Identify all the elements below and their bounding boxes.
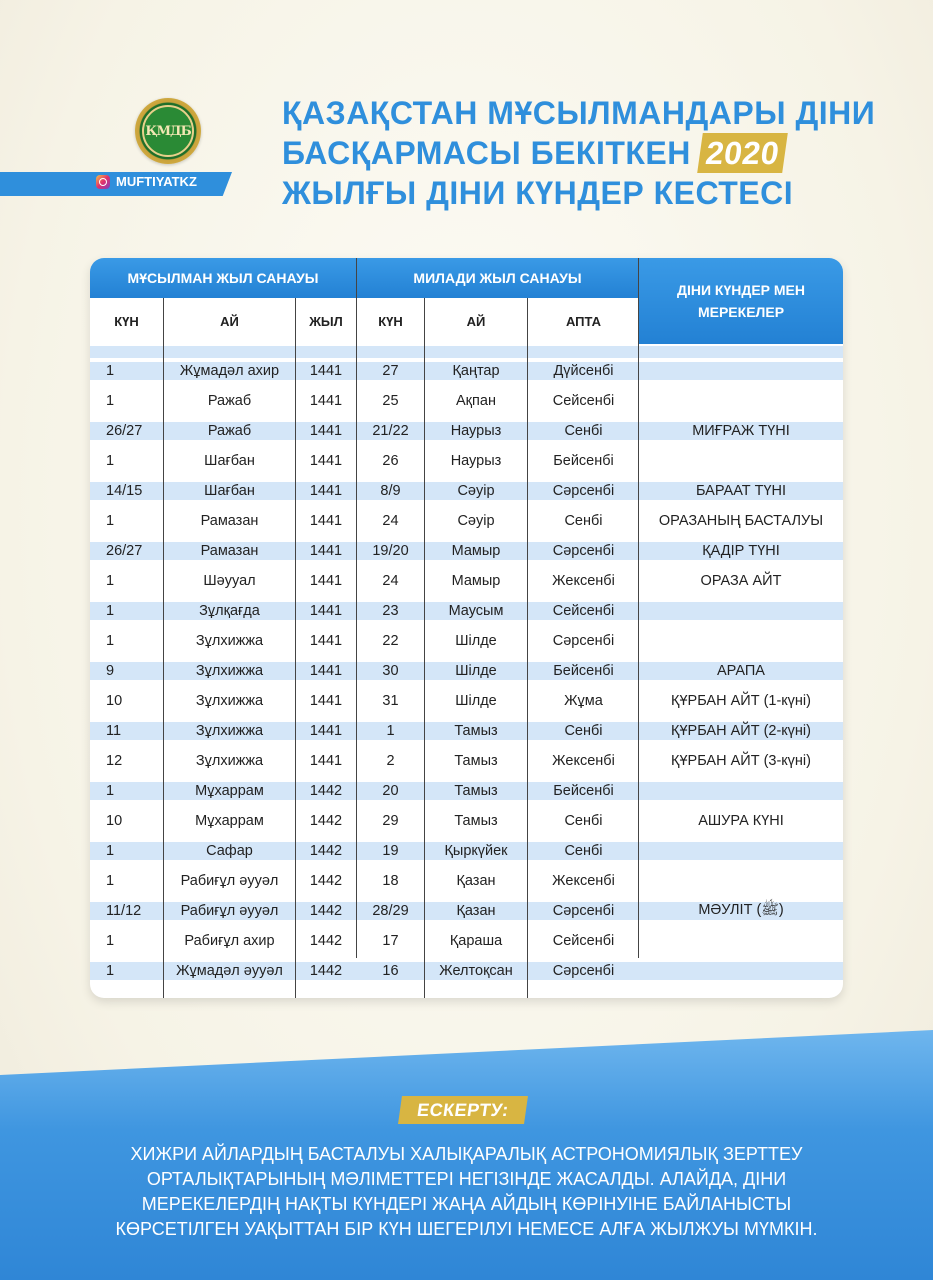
cell-weekday: Жұма <box>564 693 603 709</box>
cell-hijri-month: Рабиғұл ахир <box>184 933 275 949</box>
header-gregorian: МИЛАДИ ЖЫЛ САНАУЫ <box>357 258 638 298</box>
cell-hijri-year: 1442 <box>309 933 343 949</box>
cell-hijri-year: 1441 <box>309 423 343 439</box>
cell-greg-day: 2 <box>386 753 395 769</box>
cell-hijri-month: Сафар <box>206 843 253 859</box>
cell-weekday: Бейсенбі <box>553 663 614 679</box>
cell-greg-month: Шілде <box>455 663 497 679</box>
cell-hijri-year: 1442 <box>309 963 343 979</box>
cell-weekday: Сәрсенбі <box>552 963 615 979</box>
cell-greg-day: 28/29 <box>372 903 409 919</box>
cell-religious-day <box>639 596 843 626</box>
cell-greg-month: Шілде <box>455 633 497 649</box>
cell-hijri-day: 1 <box>106 603 115 619</box>
col-divider <box>638 258 639 958</box>
cell-greg-month: Қаңтар <box>452 363 500 379</box>
table-row <box>90 596 843 626</box>
cell-greg-month: Қыркүйек <box>444 843 508 859</box>
cell-religious-day: АРАПА <box>717 663 765 679</box>
table-row <box>90 506 843 536</box>
cell-religious-day <box>639 626 843 656</box>
table-row <box>90 956 843 986</box>
cell-hijri-month: Зұлхижжа <box>195 723 264 739</box>
cell-religious-day <box>639 356 843 386</box>
cell-greg-month: Желтоқсан <box>439 963 513 979</box>
cell-greg-day: 21/22 <box>372 423 409 439</box>
table-row <box>90 926 843 956</box>
cell-hijri-year: 1441 <box>309 393 343 409</box>
cell-weekday: Сәрсенбі <box>552 633 615 649</box>
cell-hijri-month: Зұлхижжа <box>195 693 264 709</box>
cell-greg-day: 23 <box>382 603 399 619</box>
cell-hijri-year: 1441 <box>309 663 343 679</box>
cell-greg-day: 31 <box>382 693 399 709</box>
instagram-icon <box>96 175 110 189</box>
cell-greg-month: Сәуір <box>457 513 495 529</box>
cell-weekday: Сәрсенбі <box>552 903 615 919</box>
col-hijri-month: АЙ <box>220 313 239 329</box>
header-hijri: МҰСЫЛМАН ЖЫЛ САНАУЫ <box>90 258 356 298</box>
cell-hijri-month: Зұлхижжа <box>195 753 264 769</box>
note-label: ЕСКЕРТУ: <box>398 1096 528 1124</box>
cell-hijri-year: 1441 <box>309 723 343 739</box>
col-greg-day: КҮН <box>378 313 403 329</box>
note-text: ХИЖРИ АЙЛАРДЫҢ БАСТАЛУЫ ХАЛЫҚАРАЛЫҚ АСТРОНОМИЯЛЫҚ ЗЕРТТЕУ ОРТАЛЫҚТАРЫНЫҢ МӘЛІМЕТТЕРІ НЕГІЗІНДЕ ЖАСАЛДЫ. АЛАЙДА, ДІНИ МЕРЕКЕЛЕРДІҢ НАҚТЫ КҮНДЕРІ ЖАҢА АЙДЫҢ КӨРІНУІНЕ БАЙЛАНЫСТЫ КӨРСЕТІЛГЕН УАҚЫТТАН БІР КҮН ШЕГЕРІЛУІ НЕМЕСЕ АЛҒА ЖЫЛЖУЫ МҮМКІН. <box>115 1144 818 1239</box>
col-divider <box>424 298 425 998</box>
cell-hijri-month: Жұмадәл әууәл <box>176 963 283 979</box>
cell-hijri-month: Зұлқағда <box>199 603 260 619</box>
table-row <box>90 716 843 746</box>
col-hijri-day: КҮН <box>114 313 139 329</box>
table-row <box>90 536 843 566</box>
cell-greg-month: Наурыз <box>450 423 502 439</box>
cell-hijri-day: 1 <box>106 393 115 409</box>
cell-hijri-year: 1441 <box>309 513 343 529</box>
table-row <box>90 446 843 476</box>
column-headers <box>90 298 639 344</box>
table-row <box>90 356 843 386</box>
cell-greg-day: 8/9 <box>380 483 401 499</box>
cell-hijri-year: 1442 <box>309 873 343 889</box>
cell-hijri-year: 1442 <box>309 783 343 799</box>
cell-hijri-year: 1442 <box>309 903 343 919</box>
cell-greg-day: 17 <box>382 933 399 949</box>
cell-religious-day <box>639 866 843 896</box>
cell-weekday: Сейсенбі <box>552 393 615 409</box>
cell-hijri-day: 1 <box>106 573 115 589</box>
cell-greg-month: Тамыз <box>454 753 498 769</box>
cell-religious-day: ҚАДІР ТҮНІ <box>702 543 780 559</box>
table-row <box>90 416 843 446</box>
cell-hijri-day: 26/27 <box>106 423 143 439</box>
cell-religious-day: МӘУЛІТ (ﷺ) <box>698 901 784 918</box>
cell-weekday: Жексенбі <box>552 753 615 769</box>
muftiyat-logo <box>135 98 201 164</box>
cell-weekday: Бейсенбі <box>553 783 614 799</box>
cell-hijri-day: 10 <box>106 813 123 829</box>
cell-hijri-day: 10 <box>106 693 123 709</box>
cell-hijri-year: 1441 <box>309 453 343 469</box>
cell-hijri-month: Мұхаррам <box>195 783 264 799</box>
title-part1: ҚАЗАҚСТАН МҰСЫЛМАНДАРЫ ДІНИ БАСҚАРМАСЫ БЕКІТКЕН <box>282 95 876 171</box>
cell-hijri-year: 1441 <box>309 483 343 499</box>
cell-hijri-month: Зұлхижжа <box>195 663 264 679</box>
cell-hijri-day: 1 <box>106 633 115 649</box>
cell-weekday: Сенбі <box>564 423 603 439</box>
cell-weekday: Сәрсенбі <box>552 543 615 559</box>
cell-weekday: Сейсенбі <box>552 933 615 949</box>
cell-hijri-year: 1442 <box>309 813 343 829</box>
religious-days-table <box>90 258 843 998</box>
cell-greg-day: 20 <box>382 783 399 799</box>
header-religious-text: ДІНИ КҮНДЕР МЕН МЕРЕКЕЛЕР <box>676 282 806 320</box>
instagram-handle-text: MUFTIYATKZ <box>116 174 197 189</box>
cell-hijri-day: 9 <box>106 663 115 679</box>
cell-hijri-day: 14/15 <box>106 483 143 499</box>
cell-greg-day: 30 <box>382 663 399 679</box>
cell-hijri-month: Зұлхижжа <box>195 633 264 649</box>
instagram-handle[interactable] <box>96 174 197 189</box>
col-divider <box>295 298 296 998</box>
cell-greg-day: 19/20 <box>372 543 409 559</box>
table-row <box>90 386 843 416</box>
cell-hijri-month: Шағбан <box>204 483 255 499</box>
cell-hijri-day: 11 <box>106 723 122 739</box>
cell-weekday: Сәрсенбі <box>552 483 615 499</box>
col-weekday: АПТА <box>565 313 602 329</box>
cell-hijri-day: 11/12 <box>106 903 142 919</box>
col-hijri-year: ЖЫЛ <box>309 313 343 329</box>
cell-hijri-month: Шағбан <box>204 453 255 469</box>
cell-greg-month: Тамыз <box>454 813 498 829</box>
cell-hijri-month: Мұхаррам <box>195 813 264 829</box>
table-row <box>90 746 843 776</box>
cell-hijri-month: Ражаб <box>207 423 252 439</box>
cell-hijri-month: Шәууал <box>203 573 256 589</box>
cell-weekday: Дүйсенбі <box>553 363 614 379</box>
cell-hijri-year: 1441 <box>309 363 343 379</box>
table-row <box>90 476 843 506</box>
cell-hijri-day: 1 <box>106 783 115 799</box>
cell-religious-day: ҚҰРБАН АЙТ (1-күні) <box>671 693 811 709</box>
cell-religious-day: ОРАЗАНЫҢ БАСТАЛУЫ <box>658 513 824 529</box>
cell-hijri-year: 1441 <box>309 573 343 589</box>
cell-weekday: Сенбі <box>564 513 603 529</box>
cell-greg-month: Тамыз <box>454 723 498 739</box>
title-year: 2020 <box>697 133 788 173</box>
table-row <box>90 566 843 596</box>
cell-religious-day: ОРАЗА АЙТ <box>700 573 782 589</box>
cell-weekday: Жексенбі <box>552 873 615 889</box>
cell-greg-month: Маусым <box>448 603 504 619</box>
table-row <box>90 806 843 836</box>
cell-hijri-year: 1441 <box>309 693 343 709</box>
cell-hijri-day: 1 <box>106 843 115 859</box>
cell-religious-day <box>639 386 843 416</box>
table-row <box>90 896 843 926</box>
cell-greg-day: 24 <box>382 513 399 529</box>
cell-hijri-day: 1 <box>106 933 115 949</box>
cell-hijri-month: Жұмадәл ахир <box>179 363 280 379</box>
cell-hijri-year: 1441 <box>309 633 343 649</box>
logo-emblem: ҚМДБ <box>142 105 194 157</box>
cell-greg-day: 25 <box>382 393 399 409</box>
cell-weekday: Сенбі <box>564 813 603 829</box>
cell-weekday: Сейсенбі <box>552 603 615 619</box>
cell-hijri-day: 1 <box>106 453 115 469</box>
cell-hijri-month: Рамазан <box>200 543 259 559</box>
cell-religious-day <box>639 926 843 956</box>
cell-hijri-year: 1441 <box>309 603 343 619</box>
cell-hijri-day: 12 <box>106 753 123 769</box>
cell-religious-day: АШУРА КҮНІ <box>698 813 784 829</box>
table-row <box>90 776 843 806</box>
cell-religious-day <box>639 956 843 986</box>
cell-greg-month: Ақпан <box>456 393 496 409</box>
cell-religious-day: ҚҰРБАН АЙТ (2-күні) <box>671 723 811 739</box>
cell-religious-day: МИҒРАЖ ТҮНІ <box>692 423 790 439</box>
col-divider <box>163 298 164 998</box>
cell-greg-month: Тамыз <box>454 783 498 799</box>
cell-greg-day: 24 <box>382 573 399 589</box>
cell-hijri-month: Рамазан <box>200 513 259 529</box>
col-greg-month: АЙ <box>466 313 486 329</box>
table-row <box>90 836 843 866</box>
table-row <box>90 686 843 716</box>
cell-greg-day: 1 <box>386 723 395 739</box>
cell-religious-day: БАРААТ ТҮНІ <box>695 483 787 499</box>
cell-greg-day: 27 <box>382 363 399 379</box>
cell-hijri-year: 1441 <box>309 543 343 559</box>
cell-weekday: Сенбі <box>564 723 603 739</box>
cell-hijri-day: 1 <box>106 363 115 379</box>
cell-greg-day: 22 <box>382 633 399 649</box>
cell-hijri-year: 1442 <box>309 843 343 859</box>
cell-religious-day: ҚҰРБАН АЙТ (3-күні) <box>671 753 811 769</box>
cell-greg-day: 29 <box>382 813 399 829</box>
col-divider <box>356 258 357 958</box>
cell-greg-month: Наурыз <box>450 453 502 469</box>
cell-hijri-month: Ражаб <box>207 393 252 409</box>
cell-hijri-year: 1441 <box>309 753 343 769</box>
cell-hijri-day: 1 <box>106 873 115 889</box>
cell-greg-month: Қазан <box>456 873 496 889</box>
cell-weekday: Сенбі <box>564 843 603 859</box>
cell-greg-month: Қараша <box>449 933 503 949</box>
cell-greg-month: Шілде <box>455 693 497 709</box>
cell-weekday: Бейсенбі <box>553 453 614 469</box>
table-row <box>90 626 843 656</box>
cell-greg-month: Сәуір <box>457 483 495 499</box>
cell-hijri-month: Рабиғұл әууәл <box>180 903 279 919</box>
cell-greg-month: Қазан <box>456 903 496 919</box>
cell-greg-month: Мамыр <box>451 573 501 589</box>
cell-weekday: Жексенбі <box>552 573 615 589</box>
cell-religious-day <box>639 446 843 476</box>
cell-religious-day <box>639 776 843 806</box>
cell-greg-month: Мамыр <box>451 543 501 559</box>
cell-hijri-day: 1 <box>106 963 115 979</box>
cell-greg-day: 19 <box>382 843 399 859</box>
page-title <box>282 93 892 213</box>
cell-greg-day: 16 <box>382 963 399 979</box>
col-divider <box>527 298 528 998</box>
title-part2: ЖЫЛҒЫ ДІНИ КҮНДЕР КЕСТЕСІ <box>282 175 794 211</box>
cell-religious-day <box>639 836 843 866</box>
cell-hijri-day: 1 <box>106 513 115 529</box>
table-row <box>90 866 843 896</box>
cell-hijri-month: Рабиғұл әууәл <box>180 873 279 889</box>
cell-hijri-day: 26/27 <box>106 543 143 559</box>
cell-greg-day: 18 <box>382 873 399 889</box>
cell-greg-day: 26 <box>382 453 399 469</box>
table-row <box>90 656 843 686</box>
header-religious <box>639 258 843 344</box>
